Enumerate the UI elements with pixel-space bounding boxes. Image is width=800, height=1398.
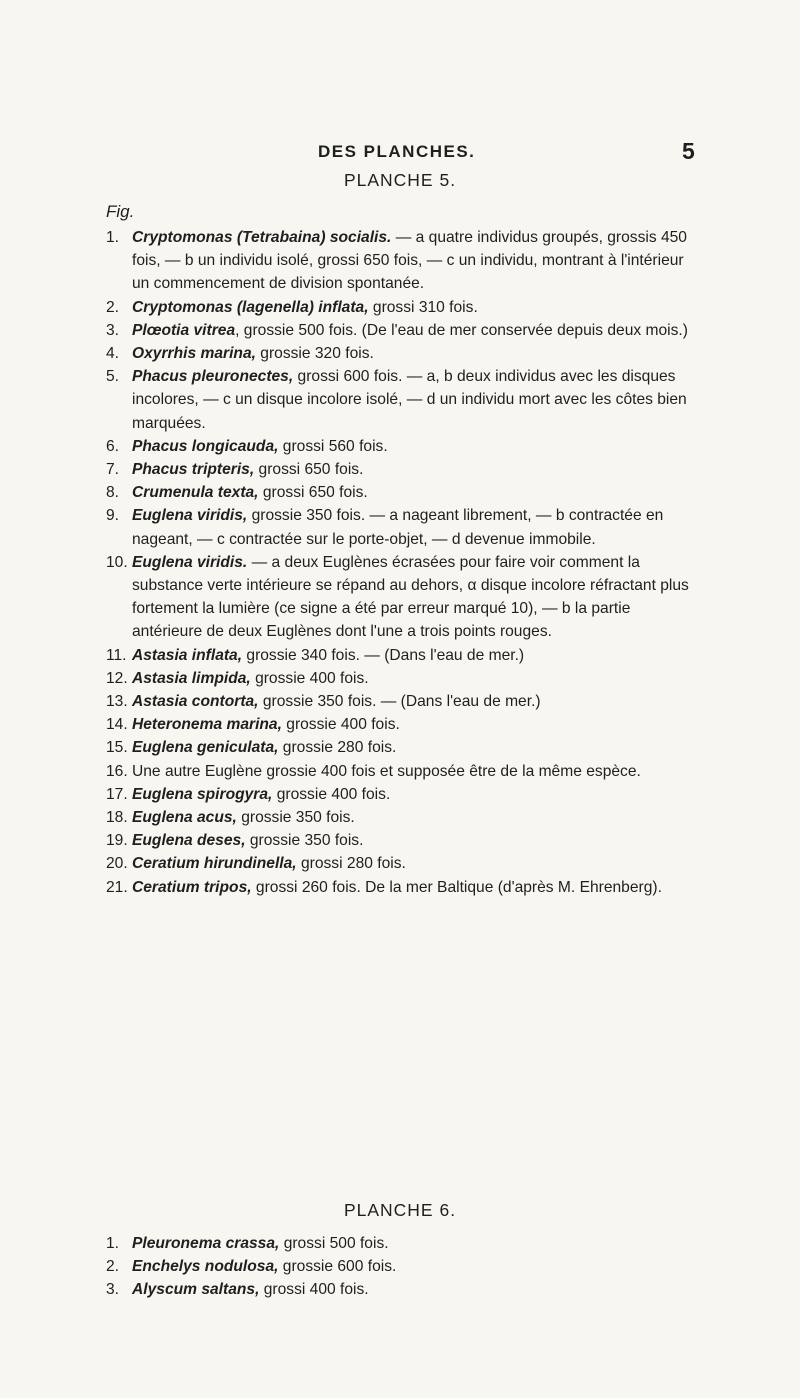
figure-description: grossie 600 fois. bbox=[278, 1258, 397, 1276]
species-name: Euglena deses, bbox=[132, 832, 246, 850]
figure-description: grossie 350 fois. bbox=[236, 809, 355, 827]
figure-number: 3. bbox=[106, 1281, 120, 1299]
figure-description: — a quatre individus groupés, grossis 450 fois, — b un individu isolé, grossi 650 fois, — c un individu, montrant à l'intérieur un commencement de division spontanée. bbox=[132, 229, 687, 293]
figure-description: grossie 350 fois. — a nageant librement, — b contractée en nageant, — c contractée sur le porte-objet, — d devenue immobile. bbox=[132, 507, 664, 548]
figure-number: 16. bbox=[106, 762, 128, 780]
plate-5-figure-list bbox=[106, 226, 698, 899]
figure-entry bbox=[106, 876, 698, 899]
figure-number: 18. bbox=[106, 809, 128, 827]
figure-number: 8. bbox=[106, 484, 120, 502]
figure-entry bbox=[106, 226, 698, 296]
figure-number: 21. bbox=[106, 878, 128, 896]
figure-entry bbox=[106, 852, 698, 875]
figure-entry bbox=[106, 458, 698, 481]
figure-number: 11. bbox=[106, 646, 127, 664]
figure-number: 4. bbox=[106, 345, 120, 363]
figure-entry bbox=[106, 296, 698, 319]
species-name: Enchelys nodulosa, bbox=[132, 1258, 279, 1276]
figure-entry bbox=[106, 644, 698, 667]
species-name: Plœotia vitrea bbox=[132, 321, 236, 339]
figure-number: 1. bbox=[106, 1235, 120, 1252]
plate-6-title: PLANCHE 6. bbox=[343, 1200, 457, 1220]
figure-description: grossie 400 fois. bbox=[250, 669, 369, 687]
figure-description: , grossie 500 fois. (De l'eau de mer conservée depuis deux mois.) bbox=[235, 321, 688, 339]
figure-number: 12. bbox=[106, 669, 128, 687]
figure-description: grossi 500 fois. bbox=[279, 1235, 389, 1252]
figure-description: grossie 400 fois. bbox=[281, 716, 400, 734]
figure-entry bbox=[106, 713, 698, 736]
species-name: Phacus tripteris, bbox=[132, 461, 255, 479]
figure-description: grossi 600 fois. — a, b deux individus avec les disques incolores, — c un disque incolore isolé, — d un individu mort avec les côtes bien marquées. bbox=[132, 368, 687, 432]
page-number: 5 bbox=[682, 138, 695, 164]
species-name: Euglena geniculata, bbox=[132, 739, 279, 757]
figure-description: grossi 650 fois. bbox=[258, 484, 368, 502]
figure-number: 13. bbox=[106, 693, 128, 711]
figure-entry bbox=[106, 1255, 698, 1278]
figure-description: Une autre Euglène grossie 400 fois et supposée être de la même espèce. bbox=[132, 762, 641, 780]
figure-description: grossi 310 fois. bbox=[368, 298, 478, 316]
species-name: Cryptomonas (Tetrabaina) socialis. bbox=[132, 229, 392, 246]
species-name: Phacus pleuronectes, bbox=[132, 368, 294, 386]
species-name: Crumenula texta, bbox=[132, 484, 259, 502]
species-name: Astasia contorta, bbox=[132, 693, 259, 711]
figure-number: 2. bbox=[106, 298, 120, 316]
species-name: Phacus longicauda, bbox=[132, 437, 279, 455]
species-name: Astasia inflata, bbox=[132, 646, 243, 664]
plate-5-title: PLANCHE 5. bbox=[343, 170, 457, 190]
figure-number: 20. bbox=[106, 855, 128, 873]
species-name: Euglena acus, bbox=[132, 809, 237, 827]
species-name: Ceratium tripos, bbox=[132, 878, 252, 896]
figure-entry bbox=[106, 783, 698, 806]
figure-entry bbox=[106, 435, 698, 458]
figure-description: grossie 350 fois. bbox=[245, 832, 364, 850]
figure-entry bbox=[106, 760, 698, 783]
figure-description: grossie 400 fois. bbox=[272, 785, 391, 803]
species-name: Oxyrrhis marina, bbox=[132, 345, 256, 363]
figure-number: 6. bbox=[106, 437, 120, 455]
figure-description: grossi 400 fois. bbox=[259, 1281, 369, 1299]
figure-description: — a deux Euglènes écrasées pour faire voir comment la substance verte intérieure se répand au dehors, α disque incolore réfractant plus fortement la lumière (ce signe a été par erreur marqué 10), — b la partie antérieure de deux Euglènes dont l'une a trois points rouges. bbox=[132, 553, 689, 641]
figure-entry bbox=[106, 736, 698, 759]
species-name: Astasia limpida, bbox=[132, 669, 251, 687]
figure-number: 15. bbox=[106, 739, 128, 757]
figure-entry bbox=[106, 690, 698, 713]
figure-entry bbox=[106, 342, 698, 365]
running-head: DES PLANCHES. bbox=[318, 142, 476, 161]
figure-number: 2. bbox=[106, 1258, 120, 1276]
species-name: Alyscum saltans, bbox=[132, 1281, 260, 1299]
figure-entry bbox=[106, 829, 698, 852]
species-name: Heteronema marina, bbox=[132, 716, 282, 734]
figure-entry bbox=[106, 481, 698, 504]
figure-description: grossi 280 fois. bbox=[296, 855, 406, 873]
figure-entry bbox=[106, 365, 698, 435]
figure-number: 5. bbox=[106, 368, 120, 386]
species-name: Euglena viridis, bbox=[132, 507, 248, 525]
figure-entry bbox=[106, 551, 698, 644]
figure-number: 1. bbox=[106, 229, 120, 246]
figure-number: 3. bbox=[106, 321, 120, 339]
figure-number: 19. bbox=[106, 832, 128, 850]
figure-number: 7. bbox=[106, 461, 120, 479]
figure-description: grossi 650 fois. bbox=[254, 461, 364, 479]
figure-number: 14. bbox=[106, 716, 128, 734]
plate-6-figure-list bbox=[106, 1232, 698, 1302]
figure-entry bbox=[106, 806, 698, 829]
figure-description: grossie 340 fois. — (Dans l'eau de mer.) bbox=[242, 646, 525, 664]
species-name: Ceratium hirundinella, bbox=[132, 855, 297, 873]
figure-description: grossie 350 fois. — (Dans l'eau de mer.) bbox=[258, 693, 541, 711]
species-name: Euglena spirogyra, bbox=[132, 785, 273, 803]
figure-entry bbox=[106, 319, 698, 342]
figure-description: grossi 260 fois. De la mer Baltique (d'après M. Ehrenberg). bbox=[251, 878, 662, 896]
species-name: Pleuronema crassa, bbox=[132, 1235, 280, 1252]
figure-description: grossie 320 fois. bbox=[255, 345, 374, 363]
figure-entry bbox=[106, 1232, 698, 1255]
figure-description: grossi 560 fois. bbox=[278, 437, 388, 455]
figure-entry bbox=[106, 504, 698, 550]
species-name: Euglena viridis. bbox=[132, 553, 248, 571]
figure-number: 17. bbox=[106, 785, 128, 803]
figure-description: grossie 280 fois. bbox=[278, 739, 397, 757]
fig-label: Fig. bbox=[106, 202, 135, 221]
figure-number: 10. bbox=[106, 553, 128, 571]
figure-entry bbox=[106, 667, 698, 690]
figure-number: 9. bbox=[106, 507, 120, 525]
species-name: Cryptomonas (lagenella) inflata, bbox=[132, 298, 369, 316]
figure-entry bbox=[106, 1278, 698, 1301]
